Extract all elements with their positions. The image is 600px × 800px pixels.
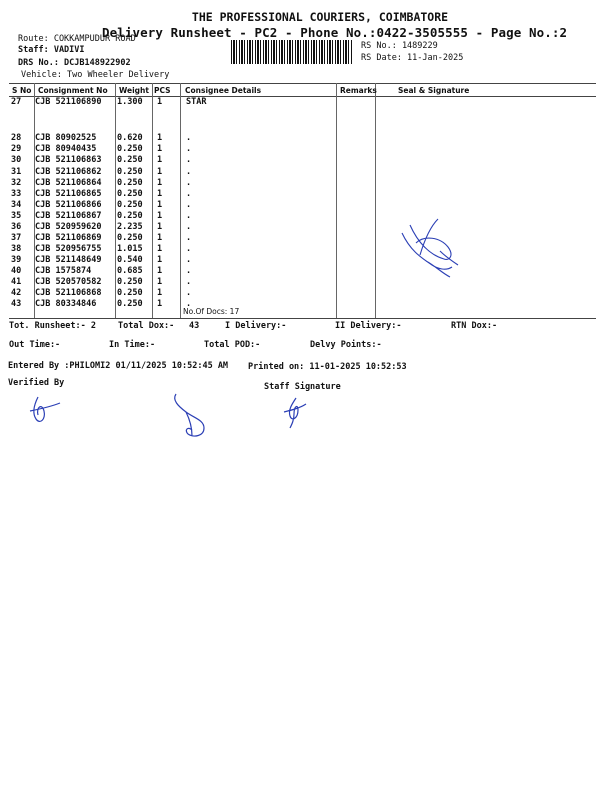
- table-bottom-rule: [9, 318, 596, 319]
- cell-weight: 0.250: [117, 288, 143, 298]
- table-row: [0, 244, 300, 255]
- cell-consignee-details: .: [186, 222, 192, 232]
- cell-pcs: 1: [157, 277, 163, 287]
- cell-consignee-details: .: [186, 211, 192, 221]
- table-row: [0, 255, 300, 266]
- cell-pcs: 1: [157, 222, 163, 232]
- cell-consignment-no: CJB 521106862: [35, 167, 102, 177]
- staff-signature-scribble: [282, 396, 312, 430]
- cell-consignment-no: CJB 521148649: [35, 255, 102, 265]
- cell-weight: 0.620: [117, 133, 143, 143]
- route-label: Route: COKKAMPUDUR ROAD: [18, 34, 136, 44]
- cell-weight: 1.300: [117, 97, 143, 107]
- cell-sno: 33: [11, 189, 22, 199]
- col-divider: [375, 83, 376, 318]
- cell-pcs: 1: [157, 244, 163, 254]
- cell-consignment-no: CJB 521106868: [35, 288, 102, 298]
- cell-weight: 0.250: [117, 178, 143, 188]
- cell-weight: 0.540: [117, 255, 143, 265]
- table-row: [0, 233, 300, 244]
- table-row: [0, 288, 300, 299]
- col-divider: [336, 83, 337, 318]
- col-header-consignee: Consignee Details: [185, 86, 262, 95]
- cell-sno: 31: [11, 167, 22, 177]
- col-header-sno: S No: [12, 86, 32, 95]
- rs-date: RS Date: 11-Jan-2025: [361, 53, 464, 63]
- cell-consignment-no: CJB 80902525: [35, 133, 97, 143]
- cell-pcs: 1: [157, 144, 163, 154]
- delvy-points: Delvy Points:-: [310, 340, 382, 350]
- col-header-consignment: Consignment No: [38, 86, 108, 95]
- cell-weight: 0.250: [117, 155, 143, 165]
- verified-signature-scribble: [28, 393, 68, 429]
- out-time: Out Time:-: [9, 340, 61, 350]
- cell-sno: 40: [11, 266, 22, 276]
- table-row: [0, 178, 300, 189]
- cell-consignee-details: .: [186, 244, 192, 254]
- cell-consignee-details: .: [186, 144, 192, 154]
- cell-consignment-no: CJB 80940435: [35, 144, 97, 154]
- barcode: [231, 40, 353, 64]
- company-title: THE PROFESSIONAL COURIERS, COIMBATORE: [191, 10, 449, 24]
- staff-signature-label: Staff Signature: [264, 382, 341, 392]
- col-header-weight: Weight: [119, 86, 149, 95]
- cell-consignment-no: CJB 520959620: [35, 222, 102, 232]
- table-row: [0, 144, 300, 155]
- table-row: [0, 189, 300, 200]
- cell-weight: 0.250: [117, 189, 143, 199]
- cell-sno: 36: [11, 222, 22, 232]
- table-row: [0, 266, 300, 277]
- cell-consignment-no: CJB 521106869: [35, 233, 102, 243]
- cell-sno: 34: [11, 200, 22, 210]
- in-time: In Time:-: [109, 340, 156, 350]
- cell-sno: 29: [11, 144, 22, 154]
- table-row: [0, 155, 300, 166]
- tot-runsheet: Tot. Runsheet:- 2: [9, 321, 96, 331]
- cell-consignment-no: CJB 521106864: [35, 178, 102, 188]
- col-header-pcs: PCS: [154, 86, 171, 95]
- cell-consignee-details: .: [186, 189, 192, 199]
- cell-sno: 37: [11, 233, 22, 243]
- table-row: [0, 299, 300, 310]
- cell-sno: 42: [11, 288, 22, 298]
- cell-consignee-details: .: [186, 167, 192, 177]
- cell-consignee-details: .: [186, 178, 192, 188]
- i-delivery: I Delivery:-: [225, 321, 287, 331]
- cell-pcs: 1: [157, 233, 163, 243]
- entered-by: Entered By :PHILOMI2 01/11/2025 10:52:45 AM: [8, 361, 229, 371]
- no-of-docs: No.Of Docs: 17: [183, 307, 240, 316]
- cell-pcs: 1: [157, 211, 163, 221]
- cell-pcs: 1: [157, 155, 163, 165]
- second-signature-scribble: [168, 390, 218, 440]
- printed-on: Printed on: 11-01-2025 10:52:53: [248, 362, 407, 372]
- total-dox-value: 43: [189, 321, 200, 331]
- cell-consignee-details: .: [186, 288, 192, 298]
- cell-consignment-no: CJB 521106865: [35, 189, 102, 199]
- table-row: [0, 167, 300, 178]
- seal-signature-scribble: [380, 195, 480, 285]
- cell-consignment-no: CJB 521106863: [35, 155, 102, 165]
- table-row: [0, 133, 300, 144]
- table-row: [0, 200, 300, 211]
- cell-pcs: 1: [157, 167, 163, 177]
- cell-consignee-details: .: [186, 299, 192, 309]
- cell-sno: 43: [11, 299, 22, 309]
- cell-consignee-details: .: [186, 133, 192, 143]
- cell-weight: 2.235: [117, 222, 143, 232]
- cell-consignee-details: .: [186, 255, 192, 265]
- cell-weight: 0.250: [117, 144, 143, 154]
- table-row: [0, 211, 300, 222]
- cell-weight: 0.685: [117, 266, 143, 276]
- cell-sno: 32: [11, 178, 22, 188]
- cell-weight: 0.250: [117, 167, 143, 177]
- cell-pcs: 1: [157, 288, 163, 298]
- cell-weight: 0.250: [117, 211, 143, 221]
- cell-sno: 38: [11, 244, 22, 254]
- cell-sno: 39: [11, 255, 22, 265]
- cell-consignee-details: .: [186, 277, 192, 287]
- cell-sno: 28: [11, 133, 22, 143]
- verified-by: Verified By: [8, 378, 65, 388]
- drs-number: DRS No.: DCJB148922902: [18, 58, 131, 68]
- table-top-rule: [9, 83, 596, 84]
- cell-sno: 27: [11, 97, 22, 107]
- ii-delivery: II Delivery:-: [335, 321, 402, 331]
- cell-sno: 30: [11, 155, 22, 165]
- cell-consignment-no: CJB 521106866: [35, 200, 102, 210]
- col-header-seal-signature: Seal & Signature: [398, 86, 470, 95]
- cell-consignee-details: .: [186, 155, 192, 165]
- cell-pcs: 1: [157, 178, 163, 188]
- table-row: [0, 97, 300, 108]
- cell-pcs: 1: [157, 97, 163, 107]
- cell-consignment-no: CJB 521106890: [35, 97, 102, 107]
- cell-pcs: 1: [157, 255, 163, 265]
- cell-pcs: 1: [157, 200, 163, 210]
- rtn-dox: RTN Dox:-: [451, 321, 498, 331]
- cell-consignment-no: CJB 520956755: [35, 244, 102, 254]
- cell-consignee-details: STAR: [186, 97, 207, 107]
- cell-sno: 41: [11, 277, 22, 287]
- cell-consignment-no: CJB 80334846: [35, 299, 97, 309]
- cell-pcs: 1: [157, 266, 163, 276]
- cell-pcs: 1: [157, 133, 163, 143]
- cell-weight: 0.250: [117, 299, 143, 309]
- cell-consignment-no: CJB 520570582: [35, 277, 102, 287]
- cell-sno: 35: [11, 211, 22, 221]
- rs-number: RS No.: 1489229: [361, 41, 438, 51]
- staff-label: Staff: VADIVI: [18, 45, 85, 55]
- table-row: [0, 277, 300, 288]
- cell-weight: 0.250: [117, 233, 143, 243]
- table-row: [0, 222, 300, 233]
- vehicle-label: Vehicle: Two Wheeler Delivery: [21, 70, 170, 80]
- cell-pcs: 1: [157, 189, 163, 199]
- cell-consignee-details: .: [186, 200, 192, 210]
- cell-weight: 0.250: [117, 200, 143, 210]
- cell-weight: 1.015: [117, 244, 143, 254]
- col-header-remarks: Remarks: [340, 86, 377, 95]
- cell-weight: 0.250: [117, 277, 143, 287]
- runsheet-title: Delivery Runsheet - PC2 - Phone No.:0422-3505555 - Page No.:2: [102, 25, 568, 40]
- cell-consignee-details: .: [186, 233, 192, 243]
- cell-pcs: 1: [157, 299, 163, 309]
- cell-consignee-details: .: [186, 266, 192, 276]
- total-pod: Total POD:-: [204, 340, 261, 350]
- cell-consignment-no: CJB 1575874: [35, 266, 92, 276]
- cell-consignment-no: CJB 521106867: [35, 211, 102, 221]
- total-dox-label: Total Dox:-: [118, 321, 175, 331]
